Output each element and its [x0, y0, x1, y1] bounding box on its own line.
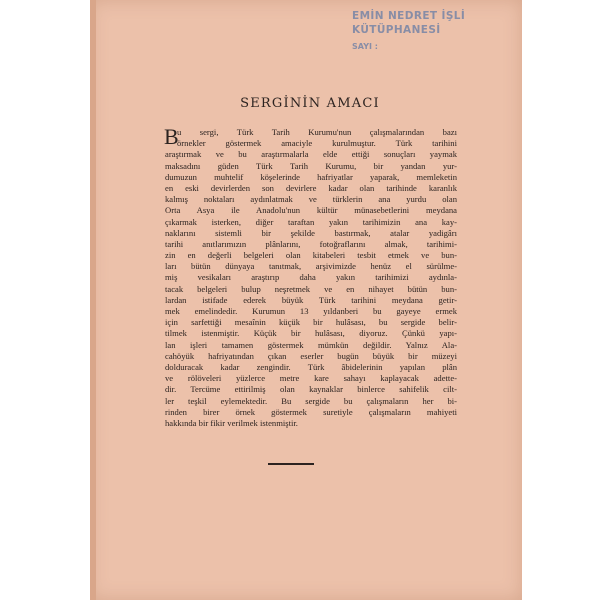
text-line: maksadını güden Türk Tarih Kurumu, bir yandan yur- [165, 160, 457, 171]
text-line: u sergi, Türk Tarih Kurumu'nun çalışmalarından bazı [177, 127, 457, 137]
text-line: ve rölöveleri yüzlerce metre kare sahayı kaplayacak adette- [165, 373, 457, 384]
text-line: tarihi anıtlarımızın plânlarını, fotoğraflarını almak, tarihimi- [165, 238, 457, 249]
section-divider [268, 463, 314, 465]
text-line: tilmek istenmiştir. Küçük bir hulâsası, diyoruz. Çünkü yapı- [165, 328, 457, 339]
text-line: dir. Tercüme ettirilmiş olan kaynaklar binlerce sahifelik cilt- [165, 384, 457, 395]
text-line: için sarfettiği mesaînin küçük bir hulâsası, bu sergide belir- [165, 317, 457, 328]
text-line: ları bütün dünyaya tanıtmak, arşivimizde henüz el sürülme- [165, 261, 457, 272]
stamp-line-library: KÜTÜPHANESİ [352, 24, 441, 36]
text-line: zin en değerli belgeleri olan kitabeleri tesbit etmek ve bun- [165, 250, 457, 261]
text-line: miş vesikaları araştırıp daha yakın tarihimizi aydınla- [165, 272, 457, 283]
text-line: naklarını sistemli bir şekilde bastırmak, atalar yadigârı [165, 227, 457, 238]
text-line: çıkarmak isterken, diğer taraftan yakın tarihimizin ana kay- [165, 216, 457, 227]
page-edge [90, 0, 96, 600]
text-line: hakkında bir fikir verilmek istenmiştir. [165, 417, 298, 428]
stamp-line-owner: EMİN NEDRET İŞLİ [352, 10, 466, 22]
text-line: cahöyük hafriyatından çıkan eserler bugün büyük bir müzeyi [165, 350, 457, 361]
stamp-line-number: SAYI : [352, 42, 378, 51]
text-line: Orta Asya ile Anadolu'nun kültür münasebetlerini meydana [165, 205, 457, 216]
page-title: SERGİNİN AMACI [240, 96, 380, 111]
text-line: mek emelindedir. Kurumun 13 yıldanberi bu gayeye ermek [165, 306, 457, 316]
text-line: dolduracak kadar zengindir. Türk âbidelerinin yapılan plân [165, 361, 457, 372]
text-line: lardan istifade ederek büyük Türk tarihini meydana getir- [165, 294, 457, 305]
text-line: lan işleri tamamen göstermek mümkün değildir. Yalnız Ala- [165, 339, 457, 350]
library-stamp [332, 6, 482, 56]
text-line: tacak belgeleri bulup neşretmek ve en nihayet bütün bun- [165, 283, 457, 294]
text-line: araştırmak ve bu araştırmalarla elde ettiği sonuçları yaymak [165, 149, 457, 160]
text-line: dumuzun muhtelif köşelerinde hafriyatlar yaparak, memleketin [165, 171, 457, 182]
body-paragraph [164, 124, 457, 429]
text-line: rinden birer örnek göstermek suretiyle çalışmaların mahiyeti [165, 406, 457, 417]
text-line: kalmış noktaları aydınlatmak ve türklerin ana yurdu olan [165, 194, 457, 205]
text-line: ler teşkil eylemektedir. Bu sergide bu çalışmaların her bi- [165, 395, 457, 406]
text-line: en eski devirlerden son devirlere kadar olan tarihinde karanlık [165, 182, 457, 193]
drop-cap: B [164, 124, 179, 149]
text-line: örnekler göstermek amaciyle kurulmuştur. Türk tarihini [177, 138, 457, 149]
